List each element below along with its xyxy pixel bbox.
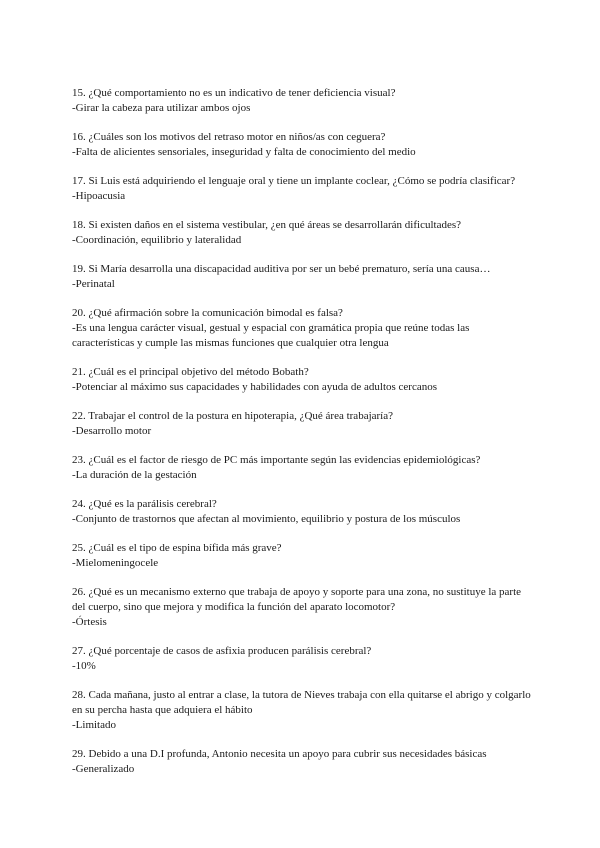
answer-text: -Desarrollo motor [72, 425, 152, 437]
answer-text: -Coordinación, equilibrio y lateralidad [72, 234, 242, 246]
question-item [72, 174, 532, 204]
document-page [72, 86, 532, 791]
question-item [72, 86, 532, 116]
answer-text: -La duración de la gestación [72, 469, 197, 481]
question-item [72, 585, 532, 630]
question-item [72, 365, 532, 395]
question-text: 15. ¿Qué comportamiento no es un indicativo de tener deficiencia visual? [72, 87, 396, 99]
question-text: 28. Cada mañana, justo al entrar a clase, la tutora de Nieves trabaja con ella quitarse el abrigo y colgarlo en su percha hasta que adquiera el hábito [72, 689, 531, 716]
question-text: 16. ¿Cuáles son los motivos del retraso motor en niños/as con ceguera? [72, 131, 386, 143]
question-item [72, 497, 532, 527]
answer-text: -10% [72, 660, 96, 672]
question-text: 25. ¿Cuál es el tipo de espina bífida más grave? [72, 542, 282, 554]
question-item [72, 409, 532, 439]
answer-text: -Órtesis [72, 616, 107, 628]
answer-text: -Conjunto de trastornos que afectan al movimiento, equilibrio y postura de los músculos [72, 513, 461, 525]
question-item [72, 644, 532, 674]
answer-text: -Potenciar al máximo sus capacidades y habilidades con ayuda de adultos cercanos [72, 381, 438, 393]
question-text: 20. ¿Qué afirmación sobre la comunicación bimodal es falsa? [72, 307, 343, 319]
question-text: 23. ¿Cuál es el factor de riesgo de PC más importante según las evidencias epidemiológicas? [72, 454, 481, 466]
question-text: 17. Si Luis está adquiriendo el lenguaje oral y tiene un implante coclear, ¿Cómo se podría clasificar? [72, 175, 516, 187]
question-item [72, 262, 532, 292]
question-text: 22. Trabajar el control de la postura en hipoterapia, ¿Qué área trabajaría? [72, 410, 393, 422]
question-item [72, 130, 532, 160]
question-text: 19. Si María desarrolla una discapacidad auditiva por ser un bebé prematuro, sería una causa… [72, 263, 491, 275]
question-item [72, 747, 532, 777]
answer-text: -Hipoacusia [72, 190, 126, 202]
question-text: 29. Debido a una D.I profunda, Antonio necesita un apoyo para cubrir sus necesidades básicas [72, 748, 487, 760]
answer-text: -Perinatal [72, 278, 115, 290]
question-text: 18. Si existen daños en el sistema vestibular, ¿en qué áreas se desarrollarán dificultades? [72, 219, 462, 231]
question-item [72, 218, 532, 248]
question-text: 26. ¿Qué es un mecanismo externo que trabaja de apoyo y soporte para una zona, no sustituye la parte del cuerpo, sino que mejora y modifica la función del aparato locomotor? [72, 586, 522, 613]
answer-text: -Mielomeningocele [72, 557, 159, 569]
question-text: 24. ¿Qué es la parálisis cerebral? [72, 498, 217, 510]
question-item [72, 306, 532, 351]
answer-text: -Limitado [72, 719, 116, 731]
answer-text: -Girar la cabeza para utilizar ambos ojos [72, 102, 251, 114]
answer-text: -Es una lengua carácter visual, gestual y espacial con gramática propia que reúne todas las características y cumple las mismas funciones que cualquier otra lengua [72, 322, 470, 349]
question-item [72, 453, 532, 483]
answer-text: -Falta de alicientes sensoriales, inseguridad y falta de conocimiento del medio [72, 146, 416, 158]
question-item [72, 688, 532, 733]
answer-text: -Generalizado [72, 763, 135, 775]
question-text: 21. ¿Cuál es el principal objetivo del método Bobath? [72, 366, 309, 378]
question-text: 27. ¿Qué porcentaje de casos de asfixia producen parálisis cerebral? [72, 645, 372, 657]
question-item [72, 541, 532, 571]
